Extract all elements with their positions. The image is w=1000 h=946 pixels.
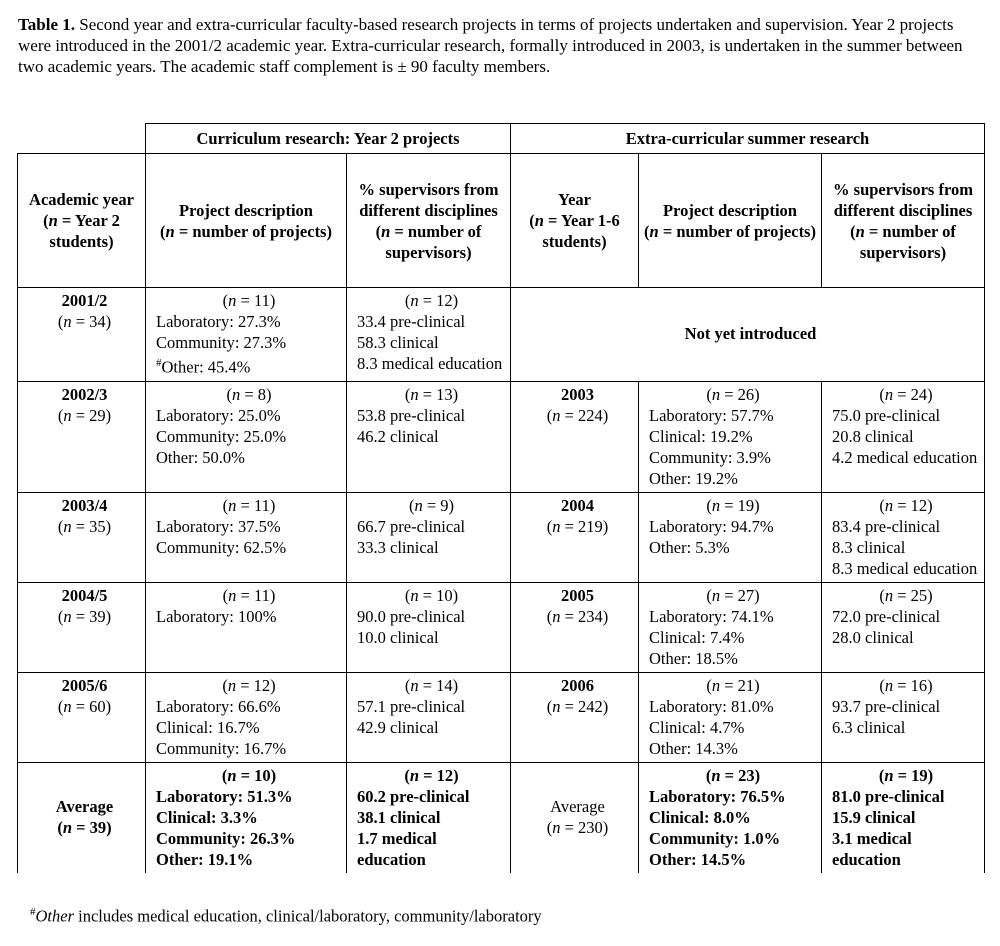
cell-extra-project-description: (n = 19) Laboratory: 94.7% Other: 5.3% xyxy=(639,492,822,582)
table-row xyxy=(18,492,985,582)
cell-year: 2003 (n = 224) xyxy=(511,381,639,492)
table-row xyxy=(18,582,985,672)
table-row xyxy=(18,672,985,762)
col-extra-supervisors: % supervisors from different disciplines (n = number of supervisors) xyxy=(822,154,985,288)
cell-average-extra-supervisors: (n = 19) 81.0 pre-clinical 15.9 clinical 3.1 medical education xyxy=(822,762,985,873)
cell-extra-supervisors: (n = 12) 83.4 pre-clinical 8.3 clinical 8.3 medical education xyxy=(822,492,985,582)
group-extra: Extra-curricular summer research xyxy=(511,124,985,154)
cell-supervisors: (n = 13) 53.8 pre-clinical 46.2 clinical xyxy=(347,381,511,492)
cell-year: 2004 (n = 219) xyxy=(511,492,639,582)
table-row xyxy=(18,381,985,492)
cell-average-extra-project-description: (n = 23) Laboratory: 76.5% Clinical: 8.0% Community: 1.0% Other: 14.5% xyxy=(639,762,822,873)
col-project-description: Project description (n = number of projects) xyxy=(146,154,347,288)
cell-academic-year: 2003/4 (n = 35) xyxy=(18,492,146,582)
table-row xyxy=(18,288,985,382)
table-row-average xyxy=(18,762,985,873)
group-header-row xyxy=(18,124,985,154)
cell-project-description: (n = 11) Laboratory: 100% xyxy=(146,582,347,672)
cell-average-year: Average (n = 230) xyxy=(511,762,639,873)
cell-average-label: Average (n = 39) xyxy=(18,762,146,873)
cell-average-supervisors: (n = 12) 60.2 pre-clinical 38.1 clinical 1.7 medical education xyxy=(347,762,511,873)
col-supervisors: % supervisors from different disciplines (n = number of supervisors) xyxy=(347,154,511,288)
cell-project-description: (n = 11) Laboratory: 37.5% Community: 62.5% xyxy=(146,492,347,582)
cell-academic-year: 2001/2 (n = 34) xyxy=(18,288,146,382)
cell-project-description: (n = 8) Laboratory: 25.0% Community: 25.0% Other: 50.0% xyxy=(146,381,347,492)
cell-year: 2005 (n = 234) xyxy=(511,582,639,672)
column-header-row xyxy=(18,154,985,288)
cell-average-project-description: (n = 10) Laboratory: 51.3% Clinical: 3.3% Community: 26.3% Other: 19.1% xyxy=(146,762,347,873)
cell-supervisors: (n = 10) 90.0 pre-clinical 10.0 clinical xyxy=(347,582,511,672)
cell-supervisors: (n = 12) 33.4 pre-clinical 58.3 clinical 8.3 medical education xyxy=(347,288,511,382)
cell-extra-project-description: (n = 27) Laboratory: 74.1% Clinical: 7.4% Other: 18.5% xyxy=(639,582,822,672)
cell-extra-supervisors: (n = 25) 72.0 pre-clinical 28.0 clinical xyxy=(822,582,985,672)
cell-academic-year: 2004/5 (n = 39) xyxy=(18,582,146,672)
caption-text: Second year and extra-curricular faculty-based research projects in terms of projects undertaken and supervision. Year 2 projects were introduced in the 2001/2 academic year. Extra-curricular research, formally introduced in 2003, is undertaken in the summer between two academic years. The academic staff complement is ± 90 faculty members. xyxy=(18,15,963,76)
cell-academic-year: 2002/3 (n = 29) xyxy=(18,381,146,492)
footnote: #Other includes medical education, clinical/laboratory, community/laboratory xyxy=(30,906,542,926)
cell-academic-year: 2005/6 (n = 60) xyxy=(18,672,146,762)
cell-not-introduced: Not yet introduced xyxy=(511,288,985,382)
empty-corner xyxy=(18,124,146,154)
col-extra-project-description: Project description (n = number of projects) xyxy=(639,154,822,288)
research-table xyxy=(17,123,985,873)
group-curriculum: Curriculum research: Year 2 projects xyxy=(146,124,511,154)
cell-project-description: (n = 12) Laboratory: 66.6% Clinical: 16.7% Community: 16.7% xyxy=(146,672,347,762)
cell-project-description: (n = 11) Laboratory: 27.3% Community: 27.3% #Other: 45.4% xyxy=(146,288,347,382)
col-academic-year: Academic year (n = Year 2 students) xyxy=(18,154,146,288)
cell-year: 2006 (n = 242) xyxy=(511,672,639,762)
table-caption xyxy=(18,14,986,77)
cell-supervisors: (n = 14) 57.1 pre-clinical 42.9 clinical xyxy=(347,672,511,762)
cell-supervisors: (n = 9) 66.7 pre-clinical 33.3 clinical xyxy=(347,492,511,582)
cell-extra-supervisors: (n = 24) 75.0 pre-clinical 20.8 clinical 4.2 medical education xyxy=(822,381,985,492)
caption-label: Table 1. xyxy=(18,15,76,34)
cell-extra-supervisors: (n = 16) 93.7 pre-clinical 6.3 clinical xyxy=(822,672,985,762)
cell-extra-project-description: (n = 26) Laboratory: 57.7% Clinical: 19.2% Community: 3.9% Other: 19.2% xyxy=(639,381,822,492)
col-year: Year (n = Year 1-6 students) xyxy=(511,154,639,288)
cell-extra-project-description: (n = 21) Laboratory: 81.0% Clinical: 4.7% Other: 14.3% xyxy=(639,672,822,762)
